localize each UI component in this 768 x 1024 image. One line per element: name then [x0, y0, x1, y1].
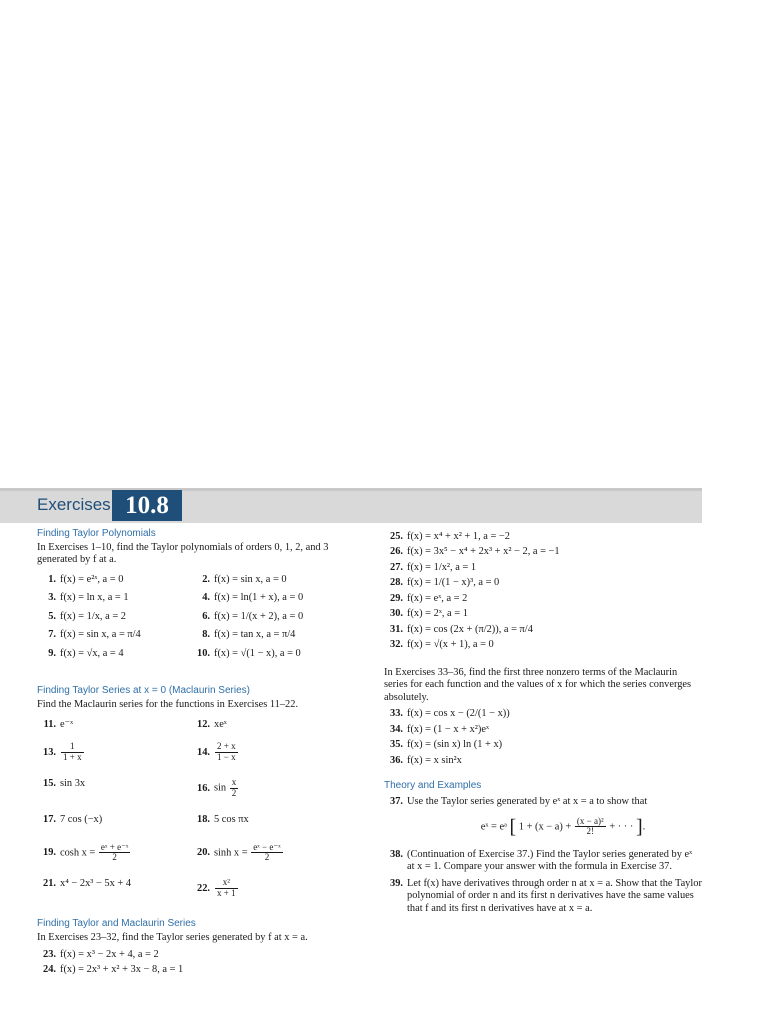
exercise-number: 5.: [48, 610, 56, 622]
instructions: In Exercises 33–36, find the first three nonzero terms of the Maclaurin series for each function and the values of x for which the series converges absolutely.: [384, 666, 692, 703]
exercise-text: Let f(x) have derivatives through order n at x = a. Show that the Taylor polynomial of order n and its first n derivatives have the same values that f and its first n derivatives have at x = a.: [407, 877, 702, 914]
exercise-number: 33.: [390, 708, 403, 720]
instructions: In Exercises 23–32, find the Taylor series generated by f at x = a.: [37, 932, 308, 944]
exercise-text: f(x) = x³ − 2x + 4, a = 2: [60, 948, 159, 960]
exercise: [384, 849, 702, 874]
exercise: [191, 778, 345, 798]
exercise-text: 7 cos (−x): [60, 814, 103, 826]
exercise-text: sin 3x: [60, 778, 86, 790]
exercise-row: [37, 734, 355, 770]
exercise-number: 6.: [202, 610, 210, 622]
exercise-number: 28.: [390, 577, 403, 589]
exercise-text: f(x) = 3x⁵ − x⁴ + 2x³ + x² − 2, a = −1: [407, 546, 560, 558]
exercise-row: [37, 626, 355, 644]
subsection-title: Finding Taylor Polynomials: [37, 528, 156, 539]
denominator: 2: [231, 787, 237, 798]
exercise-number: 19.: [43, 846, 56, 858]
exercise-text: f(x) = 1/(x + 2), a = 0: [214, 610, 304, 622]
exercise-text: x⁴ − 2x³ − 5x + 4: [60, 878, 132, 890]
section-heading-word: Exercises: [37, 495, 111, 514]
exercise: [384, 608, 702, 620]
exercise: [37, 949, 355, 961]
exercise: [384, 724, 702, 736]
exercise-number: 7.: [48, 629, 56, 641]
exercise-text: f(x) = 1/(1 − x)³, a = 0: [407, 577, 500, 589]
subsection-title: Finding Taylor and Maclaurin Series: [37, 918, 196, 930]
numerator: (x − a)²: [576, 815, 604, 826]
exercise-number: 20.: [197, 846, 210, 858]
exercise-text: f(x) = 2x³ + x² + 3x − 8, a = 1: [60, 964, 184, 976]
denominator: 2: [264, 852, 270, 863]
exercise-row: [37, 835, 355, 871]
denominator: x + 1: [217, 887, 236, 898]
exercise: [384, 755, 702, 767]
exercise-number: 4.: [202, 592, 210, 604]
exercise-number: 15.: [43, 778, 56, 790]
fraction: [230, 778, 239, 798]
exercise-row: [37, 589, 355, 607]
left-column: [37, 528, 355, 980]
exercise: [191, 814, 345, 826]
exercise-text: f(x) = x⁴ + x² + 1, a = −2: [407, 531, 510, 542]
exercise-number: 23.: [43, 948, 56, 960]
exercise: [384, 796, 702, 808]
exercise-text: Use the Taylor series generated by eˣ at x = a to show that: [407, 796, 648, 808]
exercise-number: 18.: [197, 814, 210, 826]
fraction: [99, 843, 131, 863]
exercise: [37, 964, 355, 976]
exercise-number: 10.: [197, 647, 210, 659]
exercise-text: sin: [214, 782, 227, 794]
exercise-row: [37, 608, 355, 626]
exercise-text: e⁻ˣ: [60, 718, 74, 730]
exercise-text: f(x) = √(1 − x), a = 0: [214, 647, 301, 659]
exercise-number: 24.: [43, 964, 56, 976]
exercise-row: [37, 645, 355, 663]
exercise-number: 1.: [48, 573, 56, 585]
right-column: [384, 528, 702, 919]
instructions: In Exercises 1–10, find the Taylor polynomials of orders 0, 1, 2, and 3 generated by f at a.: [37, 542, 329, 566]
exercise-number: 34.: [390, 723, 403, 735]
exercise: [384, 708, 702, 720]
exercise: [37, 648, 191, 660]
denominator: 1 + x: [63, 751, 82, 762]
exercise-number: 16.: [197, 782, 210, 794]
exercise-row: [37, 806, 355, 834]
numerator: eˣ + e⁻ˣ: [100, 841, 129, 852]
exercise-text: f(x) = eˣ, a = 2: [407, 592, 468, 604]
left-bracket: [: [509, 815, 517, 838]
exercise-text: xeˣ: [214, 718, 227, 730]
exercise-row: [37, 770, 355, 806]
exercise-number: 17.: [43, 814, 56, 826]
exercise-row: [37, 716, 355, 734]
exercise: [191, 592, 345, 604]
exercise-text: f(x) = (sin x) ln (1 + x): [407, 739, 503, 751]
exercise-text: f(x) = 2ˣ, a = 1: [407, 608, 468, 620]
denominator: 2: [112, 852, 117, 863]
exercise-row: [37, 870, 355, 906]
exercise-text: f(x) = 1/x, a = 2: [60, 610, 126, 622]
exercise-text: f(x) = sin x, a = π/4: [60, 629, 141, 641]
exercise-number: 25.: [390, 531, 403, 542]
exercise: [191, 742, 345, 762]
exercise: [191, 574, 345, 586]
exercise-text: f(x) = cos x − (2/(1 − x)): [407, 708, 510, 720]
exercise: [384, 639, 702, 651]
exercise-number: 39.: [390, 877, 403, 889]
equation-tail: + · · ·: [609, 821, 634, 833]
subsection-title: Finding Taylor Series at x = 0 (Maclaurin Series): [37, 685, 250, 697]
equation-left: eˣ = eᵃ: [480, 821, 507, 833]
exercise-number: 8.: [202, 629, 210, 641]
exercise-number: 30.: [390, 608, 403, 620]
exercise: [37, 843, 191, 863]
numerator: x: [231, 777, 237, 788]
exercise-number: 36.: [390, 754, 403, 766]
exercise: [37, 742, 191, 762]
fraction: [215, 878, 238, 898]
exercise: [384, 562, 702, 574]
exercise-number: 13.: [43, 746, 56, 758]
exercise: [384, 593, 702, 605]
exercise-number: 26.: [390, 546, 403, 558]
subsection-title: Theory and Examples: [384, 780, 482, 792]
exercise: [37, 719, 191, 731]
exercise-text: (Continuation of Exercise 37.) Find the Taylor series generated by eˣ at x = 1. Compare your answer with the formula in Exercise 37.: [407, 848, 693, 873]
exercise: [191, 843, 345, 863]
exercise-text: sinh x =: [214, 846, 248, 858]
exercise-number: 38.: [390, 848, 403, 860]
exercise-text: f(x) = ln x, a = 1: [60, 592, 129, 604]
right-bracket: ]: [635, 815, 643, 838]
exercise-number: 2.: [202, 573, 210, 585]
exercise-number: 11.: [43, 718, 56, 730]
section-number-badge: 10.8: [112, 490, 182, 521]
exercise: [37, 611, 191, 623]
exercise-text: cosh x =: [60, 846, 96, 858]
exercise-row: [37, 571, 355, 589]
exercise-text: f(x) = e²ˣ, a = 0: [60, 573, 124, 585]
display-equation: eˣ = eᵃ [ 1 + (x − a) + $\frac{\text{(x − a)²}}{2!}$ + · · · ].: [480, 815, 646, 838]
exercise-number: 9.: [48, 647, 56, 659]
fraction: [215, 742, 238, 762]
exercise-number: 14.: [197, 746, 210, 758]
exercise: [384, 878, 702, 915]
exercise: [384, 531, 702, 543]
numerator: eˣ − e⁻ˣ: [253, 841, 281, 852]
exercise: [37, 574, 191, 586]
exercise: [191, 648, 345, 660]
exercise: [191, 878, 345, 898]
exercise: [37, 814, 191, 826]
fraction: [251, 843, 283, 863]
exercise-text: f(x) = tan x, a = π/4: [214, 629, 296, 641]
exercise-number: 35.: [390, 739, 403, 751]
exercise-number: 3.: [48, 592, 56, 604]
exercise-number: 29.: [390, 592, 403, 604]
exercise-text: f(x) = x sin²x: [407, 754, 462, 766]
equation-middle: 1 + (x − a) +: [518, 821, 572, 833]
exercise: [384, 624, 702, 636]
exercise-text: f(x) = √x, a = 4: [60, 647, 124, 659]
exercise-text: f(x) = √(x + 1), a = 0: [407, 639, 494, 651]
exercise-number: 32.: [390, 639, 403, 651]
exercise: [384, 546, 702, 558]
exercise: [37, 629, 191, 641]
exercise-text: f(x) = (1 − x + x²)eˣ: [407, 723, 489, 735]
exercise: [384, 739, 702, 751]
exercise: [37, 878, 191, 898]
instructions: Find the Maclaurin series for the functions in Exercises 11–22.: [37, 699, 299, 711]
denominator: 1 − x: [217, 751, 236, 762]
numerator: x²: [215, 878, 238, 888]
exercise-text: f(x) = cos (2x + (π/2)), a = π/4: [407, 623, 533, 635]
exercise: [191, 611, 345, 623]
numerator: 2 + x: [217, 741, 236, 752]
exercise-number: 22.: [197, 882, 210, 894]
exercise: [384, 577, 702, 589]
exercise-number: 31.: [390, 623, 403, 635]
exercise: [37, 592, 191, 604]
exercise: [37, 778, 191, 798]
fraction: [61, 742, 84, 762]
exercise-number: 37.: [390, 796, 403, 808]
exercise-text: 5 cos πx: [214, 814, 249, 826]
exercise-text: f(x) = ln(1 + x), a = 0: [214, 592, 304, 604]
exercise-number: 27.: [390, 561, 403, 573]
exercise-text: f(x) = sin x, a = 0: [214, 573, 287, 585]
numerator: 1: [61, 742, 84, 752]
exercise: [191, 719, 345, 731]
exercise-number: 12.: [197, 718, 210, 730]
denominator: 2!: [586, 826, 595, 837]
exercise-number: 21.: [43, 878, 56, 890]
fraction: [575, 817, 606, 837]
exercise-text: f(x) = 1/x², a = 1: [407, 561, 477, 573]
exercise: [191, 629, 345, 641]
